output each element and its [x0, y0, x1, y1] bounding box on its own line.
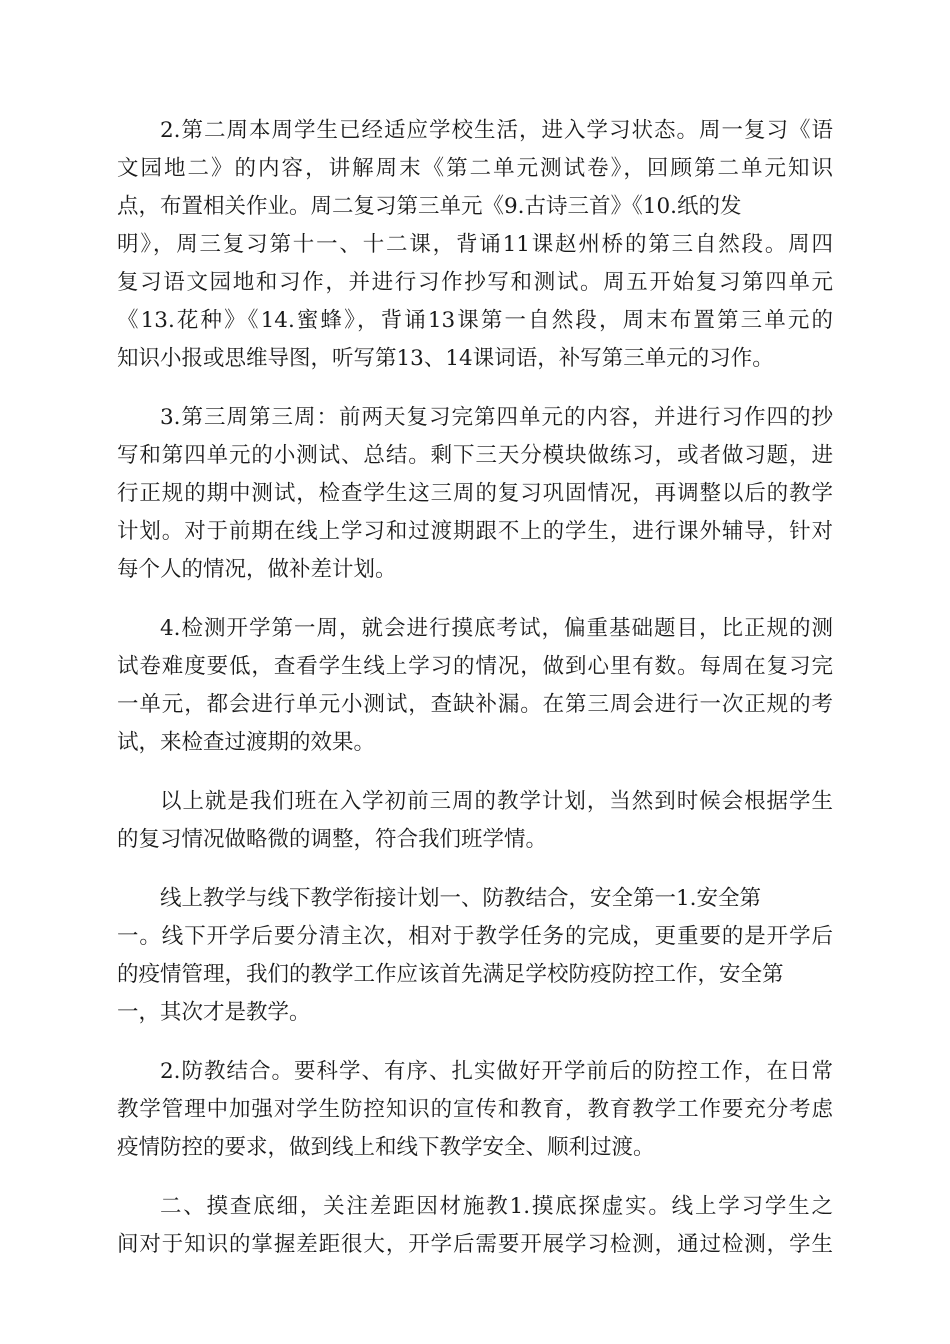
text-line: 一，其次才是教学。 [117, 1000, 311, 1025]
document-body [117, 112, 833, 1285]
text-line: 4.检测开学第一周，就会进行摸底考试，偏重基础题目，比正规的测 [160, 616, 833, 641]
text-line: 2.防教结合。要科学、有序、扎实做好开学前后的防控工作，在日常 [160, 1059, 833, 1084]
text-line: 文园地二》的内容，讲解周末《第二单元测试卷》，回顾第二单元知识 [117, 156, 833, 181]
paragraph-assessment [117, 1188, 833, 1264]
text-line: 试卷难度要低，查看学生线上学习的情况，做到心里有数。每周在复习完 [117, 654, 833, 679]
paragraph-summary [117, 783, 833, 859]
paragraph-week-two [117, 112, 833, 378]
text-line: 明》，周三复习第十一、十二课，背诵11课赵州桥的第三自然段。周四 [117, 232, 833, 257]
text-line: 的复习情况做略微的调整，符合我们班学情。 [117, 827, 548, 852]
text-line: 3.第三周第三周：前两天复习完第四单元的内容，并进行习作四的抄 [160, 405, 833, 430]
text-line: 每个人的情况，做补差计划。 [117, 557, 397, 582]
text-line: 二、摸查底细，关注差距因材施教1.摸底探虚实。线上学习学生之 [160, 1194, 833, 1219]
text-line: 教学管理中加强对学生防控知识的宣传和教育，教育教学工作要充分考虑 [117, 1097, 833, 1122]
paragraph-testing [117, 610, 833, 762]
text-line: 一单元，都会进行单元小测试，查缺补漏。在第三周会进行一次正规的考 [117, 692, 833, 717]
text-line: 线上教学与线下教学衔接计划一、防教结合，安全第一1.安全第 [160, 886, 762, 911]
text-line: 《13.花种》《14.蜜蜂》，背诵13课第一自然段，周末布置第三单元的 [117, 308, 833, 333]
text-line: 试，来检查过渡期的效果。 [117, 730, 376, 755]
text-line: 一。线下开学后要分清主次，相对于教学任务的完成，更重要的是开学后 [117, 924, 833, 949]
text-line: 写和第四单元的小测试、总结。剩下三天分模块做练习，或者做习题，进 [117, 443, 833, 468]
paragraph-week-three [117, 399, 833, 589]
text-line: 的疫情管理，我们的教学工作应该首先满足学校防疫防控工作，安全第 [117, 962, 784, 987]
text-line: 以上就是我们班在入学初前三周的教学计划，当然到时候会根据学生 [160, 789, 833, 814]
text-line: 计划。对于前期在线上学习和过渡期跟不上的学生，进行课外辅导，针对 [117, 519, 833, 544]
text-line: 2.第二周本周学生已经适应学校生活，进入学习状态。周一复习《语 [160, 118, 833, 143]
text-line: 疫情防控的要求，做到线上和线下教学安全、顺利过渡。 [117, 1135, 655, 1160]
text-line: 行正规的期中测试，检查学生这三周的复习巩固情况，再调整以后的教学 [117, 481, 833, 506]
text-line: 间对于知识的掌握差距很大，开学后需要开展学习检测，通过检测，学生 [117, 1232, 833, 1257]
text-line: 点，布置相关作业。周二复习第三单元《9.古诗三首》《10.纸的发 [117, 194, 742, 219]
paragraph-prevention [117, 1053, 833, 1167]
text-line: 复习语文园地和习作，并进行习作抄写和测试。周五开始复习第四单元 [117, 270, 833, 295]
paragraph-safety-first [117, 880, 833, 1032]
text-line: 知识小报或思维导图，听写第13、14课词语，补写第三单元的习作。 [117, 346, 774, 371]
